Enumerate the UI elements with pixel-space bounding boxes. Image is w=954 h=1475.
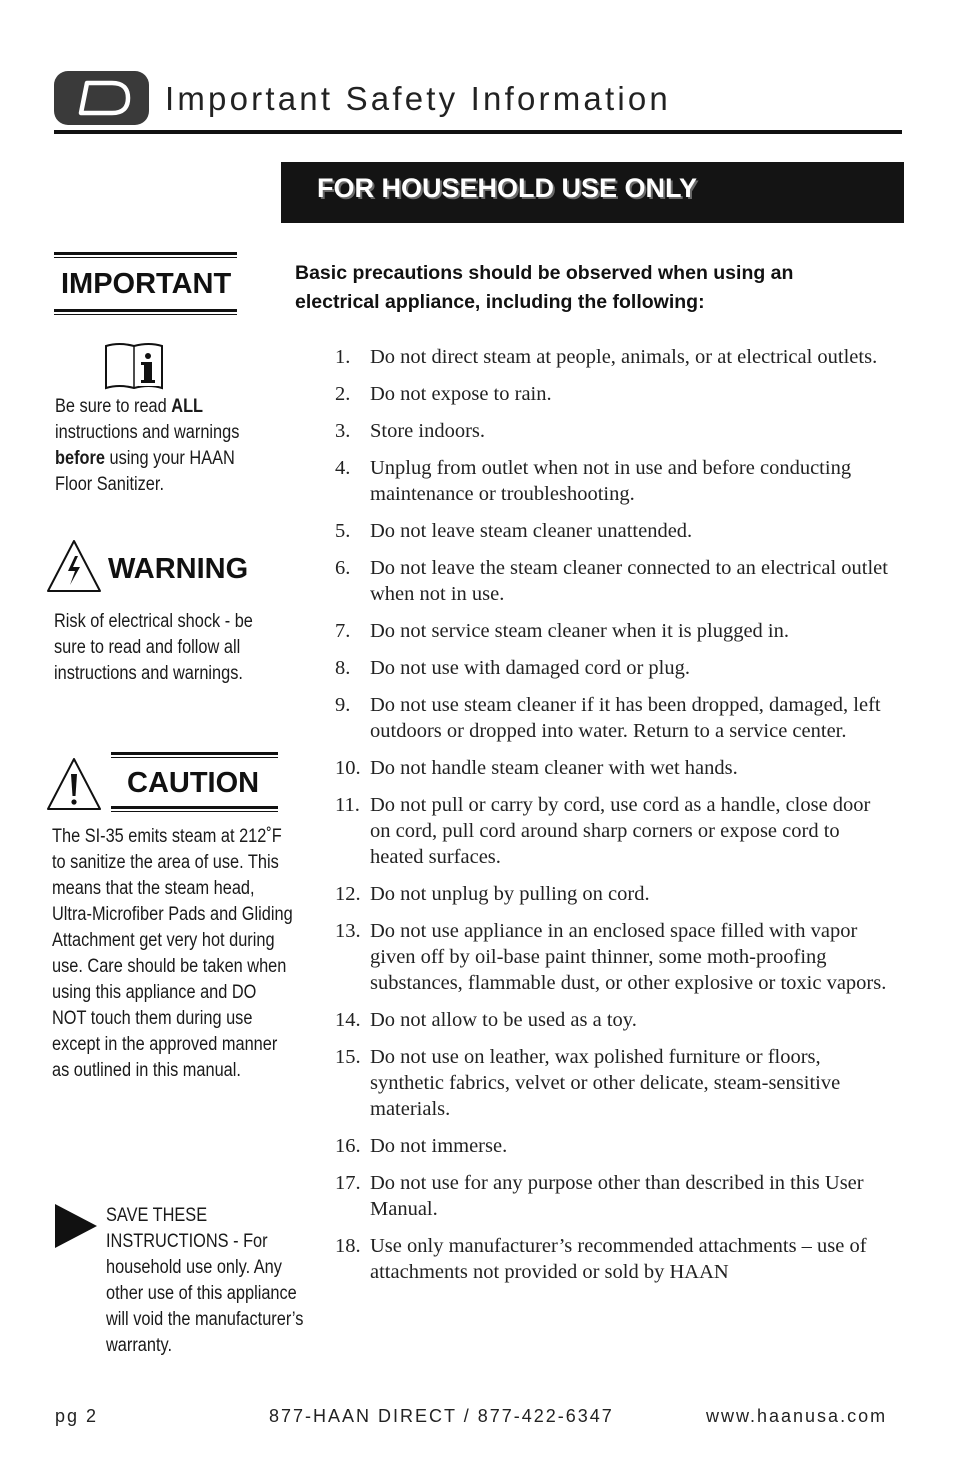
item-number: 7. <box>335 620 351 642</box>
arrow-right-icon <box>54 1204 98 1253</box>
item-number: 18. <box>335 1235 361 1257</box>
item-number: 1. <box>335 346 351 368</box>
item-number: 14. <box>335 1009 361 1031</box>
item-text: Do not expose to rain. <box>370 383 552 405</box>
page-title: Important Safety Information <box>165 80 671 117</box>
caution-rule-top <box>111 752 278 758</box>
item-number: 2. <box>335 383 351 405</box>
precaution-item <box>335 1007 895 1033</box>
important-text: Be sure to read ALL instructions and warnings before using your HAAN Floor Sanitizer. <box>55 396 240 495</box>
important-rule-bottom <box>54 309 237 315</box>
website-link[interactable]: www.haanusa.com <box>706 1406 888 1426</box>
item-number: 9. <box>335 694 351 716</box>
header-divider <box>54 130 902 134</box>
item-text: Do not pull or carry by cord, use cord as a handle, close door on cord, pull cord around sharp corners or expose cord to heated surfaces. <box>370 794 871 868</box>
item-text: Do not use on leather, wax polished furniture or floors, synthetic fabrics, velvet or other delicate, steam-sensitive materials. <box>370 1046 841 1120</box>
precaution-item <box>335 418 895 444</box>
item-number: 10. <box>335 757 361 779</box>
item-text: Do not direct steam at people, animals, or at electrical outlets. <box>370 346 878 368</box>
haan-d-logo-icon <box>54 71 149 125</box>
exclamation-triangle-icon <box>46 756 102 817</box>
caution-rule-bottom <box>111 806 278 812</box>
precautions-list <box>335 344 895 1296</box>
caution-text: The SI-35 emits steam at 212˚F to sanitize the area of use. This means that the steam head, Ultra-Microfiber Pads and Gliding Attachment get very hot during use. Care should be taken when using this appliance and DO NOT touch them during use except in the approved manner as outlined in this manual. <box>52 826 293 1081</box>
item-number: 13. <box>335 920 361 942</box>
precaution-item <box>335 655 895 681</box>
manual-info-icon <box>104 342 164 397</box>
item-number: 5. <box>335 520 351 542</box>
item-text: Do not immerse. <box>370 1135 508 1157</box>
precaution-item <box>335 755 895 781</box>
precautions-intro: Basic precautions should be observed when using an electrical appliance, including the following: <box>295 262 794 313</box>
precaution-item <box>335 918 895 996</box>
precaution-item <box>335 455 895 507</box>
important-rule-top <box>54 252 237 258</box>
item-number: 16. <box>335 1135 361 1157</box>
caution-heading: CAUTION <box>127 767 260 799</box>
item-text: Do not use steam cleaner if it has been dropped, damaged, left outdoors or dropped into water. Return to a service center. <box>370 694 881 742</box>
banner-text: FOR HOUSEHOLD USE ONLY <box>317 173 698 203</box>
item-text: Do not leave steam cleaner unattended. <box>370 520 693 542</box>
precaution-item <box>335 344 895 370</box>
warning-heading: WARNING <box>108 553 249 585</box>
item-number: 6. <box>335 557 351 579</box>
precaution-item <box>335 381 895 407</box>
item-text: Do not unplug by pulling on cord. <box>370 883 650 905</box>
item-text: Do not handle steam cleaner with wet hands. <box>370 757 738 779</box>
precaution-item <box>335 1170 895 1222</box>
precaution-item <box>335 881 895 907</box>
precaution-item <box>335 555 895 607</box>
important-heading: IMPORTANT <box>61 268 232 300</box>
item-text: Use only manufacturer’s recommended attachments – use of attachments not provided or sold by HAAN <box>370 1235 867 1283</box>
precaution-item <box>335 1044 895 1122</box>
precaution-item <box>335 1133 895 1159</box>
item-number: 17. <box>335 1172 361 1194</box>
page-number: pg 2 <box>55 1406 99 1426</box>
item-text: Do not leave the steam cleaner connected to an electrical outlet when not in use. <box>370 557 888 605</box>
precaution-item <box>335 518 895 544</box>
precaution-item <box>335 618 895 644</box>
item-number: 12. <box>335 883 361 905</box>
item-number: 4. <box>335 457 351 479</box>
item-text: Store indoors. <box>370 420 486 442</box>
item-text: Do not service steam cleaner when it is plugged in. <box>370 620 789 642</box>
item-text: Unplug from outlet when not in use and before conducting maintenance or troubleshooting. <box>370 457 852 505</box>
item-number: 15. <box>335 1046 361 1068</box>
item-number: 8. <box>335 657 351 679</box>
electrical-hazard-icon <box>46 538 102 599</box>
precaution-item <box>335 1233 895 1285</box>
item-text: Do not use for any purpose other than described in this User Manual. <box>370 1172 864 1220</box>
item-text: Do not use appliance in an enclosed space filled with vapor given off by oil-base paint thinner, some moth-proofing substances, flammable dust, or other explosive or toxic vapors. <box>370 920 887 994</box>
item-number: 3. <box>335 420 351 442</box>
precaution-item <box>335 792 895 870</box>
phone-number: 877-HAAN DIRECT / 877-422-6347 <box>269 1406 614 1426</box>
item-text: Do not use with damaged cord or plug. <box>370 657 690 679</box>
item-text: Do not allow to be used as a toy. <box>370 1009 637 1031</box>
precaution-item <box>335 692 895 744</box>
save-instructions-text: SAVE THESE INSTRUCTIONS - For household use only. Any other use of this appliance will void the manufacturer’s warranty. <box>106 1205 304 1356</box>
item-number: 11. <box>335 794 360 816</box>
warning-text: Risk of electrical shock - be sure to read and follow all instructions and warnings. <box>54 611 253 684</box>
